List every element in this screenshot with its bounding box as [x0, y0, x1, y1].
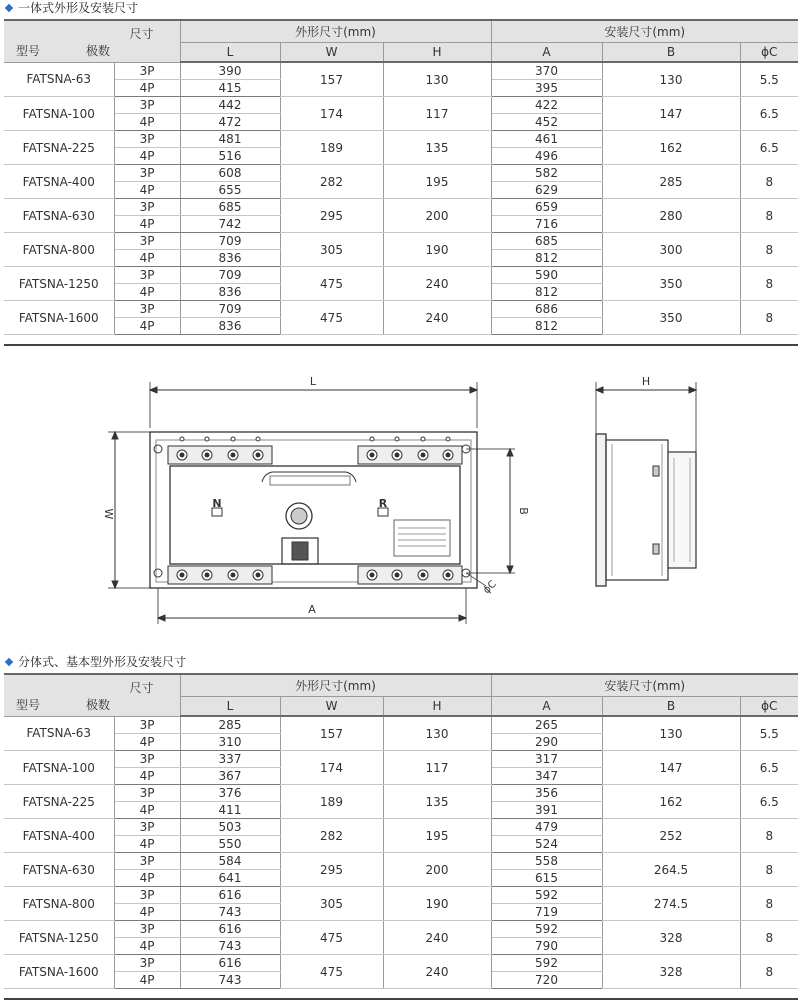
- dim-A-cell: 685: [491, 233, 602, 250]
- model-cell: FATSNA-100: [4, 97, 114, 131]
- pole-cell: 3P: [114, 62, 180, 80]
- dim-L-cell: 411: [180, 802, 280, 819]
- dim-A-cell: 391: [491, 802, 602, 819]
- pole-cell: 4P: [114, 182, 180, 199]
- dim-L-cell: 709: [180, 301, 280, 318]
- dim-A-cell: 716: [491, 216, 602, 233]
- diamond-bullet-icon: [5, 4, 13, 12]
- dim-L-cell: 836: [180, 250, 280, 267]
- dim-W-cell: 475: [280, 267, 383, 301]
- pole-cell: 4P: [114, 284, 180, 301]
- dim-B-cell: 130: [602, 716, 740, 751]
- pole-cell: 3P: [114, 887, 180, 904]
- dim-B-cell: 274.5: [602, 887, 740, 921]
- dim-A-cell: 812: [491, 250, 602, 267]
- dim-L-cell: 503: [180, 819, 280, 836]
- pole-cell: 4P: [114, 870, 180, 887]
- dim-A-cell: 592: [491, 955, 602, 972]
- dim-C-cell: 8: [740, 165, 798, 199]
- pole-cell: 3P: [114, 785, 180, 802]
- dim-A-cell: 496: [491, 148, 602, 165]
- model-cell: FATSNA-1250: [4, 267, 114, 301]
- dim-B-cell: 147: [602, 97, 740, 131]
- dim-H-cell: 240: [383, 955, 491, 989]
- dim-A-cell: 686: [491, 301, 602, 318]
- dim-A-cell: 812: [491, 284, 602, 301]
- dim-A-cell: 524: [491, 836, 602, 853]
- pole-cell: 4P: [114, 938, 180, 955]
- pole-cell: 4P: [114, 972, 180, 989]
- dim-W-cell: 174: [280, 751, 383, 785]
- dim-C-cell: 8: [740, 853, 798, 887]
- dim-L-cell: 709: [180, 267, 280, 284]
- dim-C-cell: 6.5: [740, 97, 798, 131]
- pole-cell: 4P: [114, 148, 180, 165]
- dim-A-cell: 370: [491, 62, 602, 80]
- dim-L-cell: 616: [180, 921, 280, 938]
- dim-L-cell: 641: [180, 870, 280, 887]
- pole-cell: 4P: [114, 80, 180, 97]
- model-cell: FATSNA-1250: [4, 921, 114, 955]
- dim-L-cell: 608: [180, 165, 280, 182]
- dim-L-cell: 376: [180, 785, 280, 802]
- dim-B-cell: 280: [602, 199, 740, 233]
- dim-B-cell: 350: [602, 267, 740, 301]
- header-diagonal-cell: [4, 21, 180, 62]
- dim-H-label: H: [641, 375, 651, 388]
- dim-C-cell: 8: [740, 301, 798, 335]
- dim-L-cell: 337: [180, 751, 280, 768]
- header-size-label: 尺寸: [129, 681, 154, 695]
- pole-cell: 4P: [114, 216, 180, 233]
- pole-cell: 3P: [114, 921, 180, 938]
- pole-cell: 3P: [114, 267, 180, 284]
- dim-A-cell: 720: [491, 972, 602, 989]
- section1-title: [4, 0, 138, 16]
- dim-B-label: B: [517, 507, 530, 515]
- dim-A-cell: 592: [491, 887, 602, 904]
- dim-A-cell: 452: [491, 114, 602, 131]
- model-cell: FATSNA-63: [4, 716, 114, 751]
- dim-A-cell: 479: [491, 819, 602, 836]
- dim-L-cell: 442: [180, 97, 280, 114]
- dim-W-cell: 189: [280, 131, 383, 165]
- pole-cell: 4P: [114, 836, 180, 853]
- dim-W-cell: 295: [280, 853, 383, 887]
- indicator-N-label: N: [212, 497, 222, 510]
- dim-A-cell: 582: [491, 165, 602, 182]
- pole-cell: 3P: [114, 131, 180, 148]
- dim-L-cell: 516: [180, 148, 280, 165]
- header-col-b: B: [602, 43, 740, 63]
- dim-B-cell: 162: [602, 131, 740, 165]
- header-col-c: ϕC: [740, 697, 798, 717]
- dim-W-cell: 174: [280, 97, 383, 131]
- dim-A-cell: 615: [491, 870, 602, 887]
- dim-L-cell: 367: [180, 768, 280, 785]
- dim-B-cell: 328: [602, 955, 740, 989]
- dim-C-cell: 8: [740, 955, 798, 989]
- dim-H-cell: 117: [383, 97, 491, 131]
- dim-W-cell: 475: [280, 301, 383, 335]
- header-col-l: L: [180, 697, 280, 717]
- dim-W-cell: 282: [280, 819, 383, 853]
- header-install-dimensions: 安装尺寸(mm): [491, 21, 798, 43]
- dim-A-cell: 592: [491, 921, 602, 938]
- dim-B-cell: 147: [602, 751, 740, 785]
- dim-L-cell: 415: [180, 80, 280, 97]
- section1-title-text: 一体式外形及安装尺寸: [18, 1, 139, 15]
- pole-cell: 4P: [114, 734, 180, 751]
- pole-cell: 4P: [114, 768, 180, 785]
- dim-A-cell: 790: [491, 938, 602, 955]
- dim-A-cell: 395: [491, 80, 602, 97]
- dim-L-cell: 836: [180, 284, 280, 301]
- header-model-label: 型号: [16, 43, 41, 58]
- dim-C-cell: 5.5: [740, 62, 798, 97]
- spec-table-integrated: [4, 21, 798, 335]
- dim-H-cell: 195: [383, 819, 491, 853]
- pole-cell: 3P: [114, 955, 180, 972]
- dim-L-cell: 616: [180, 955, 280, 972]
- dim-A-cell: 590: [491, 267, 602, 284]
- pole-cell: 4P: [114, 114, 180, 131]
- indicator-R-label: R: [378, 497, 388, 510]
- header-install-dimensions: 安装尺寸(mm): [491, 675, 798, 697]
- pole-cell: 3P: [114, 853, 180, 870]
- pole-cell: 4P: [114, 318, 180, 335]
- model-cell: FATSNA-800: [4, 887, 114, 921]
- header-col-h: H: [383, 697, 491, 717]
- dim-L-cell: 390: [180, 62, 280, 80]
- dim-L-cell: 550: [180, 836, 280, 853]
- pole-cell: 3P: [114, 233, 180, 250]
- dim-L-cell: 655: [180, 182, 280, 199]
- dim-L-label: L: [309, 375, 317, 388]
- dim-H-cell: 240: [383, 267, 491, 301]
- dim-H-cell: 190: [383, 887, 491, 921]
- dim-L-cell: 743: [180, 904, 280, 921]
- dimension-drawing: [0, 348, 800, 654]
- header-col-l: L: [180, 43, 280, 63]
- header-outline-dimensions: 外形尺寸(mm): [180, 675, 491, 697]
- pole-cell: 3P: [114, 819, 180, 836]
- dim-H-cell: 130: [383, 716, 491, 751]
- dim-L-cell: 481: [180, 131, 280, 148]
- pole-cell: 3P: [114, 716, 180, 734]
- header-col-a: A: [491, 43, 602, 63]
- table1-bottom-rule: [4, 344, 798, 346]
- dim-W-cell: 475: [280, 955, 383, 989]
- dim-W-cell: 295: [280, 199, 383, 233]
- header-col-c: ϕC: [740, 43, 798, 63]
- model-cell: FATSNA-400: [4, 819, 114, 853]
- dim-W-cell: 189: [280, 785, 383, 819]
- model-cell: FATSNA-1600: [4, 955, 114, 989]
- pole-cell: 3P: [114, 199, 180, 216]
- section2-title-text: 分体式、基本型外形及安装尺寸: [18, 655, 187, 669]
- dim-C-cell: 6.5: [740, 751, 798, 785]
- model-cell: FATSNA-1600: [4, 301, 114, 335]
- model-cell: FATSNA-63: [4, 62, 114, 97]
- dim-A-cell: 290: [491, 734, 602, 751]
- header-col-w: W: [280, 697, 383, 717]
- pole-cell: 3P: [114, 301, 180, 318]
- pole-cell: 3P: [114, 751, 180, 768]
- dim-C-cell: 6.5: [740, 785, 798, 819]
- dim-H-cell: 240: [383, 921, 491, 955]
- dim-H-cell: 135: [383, 785, 491, 819]
- dim-A-cell: 629: [491, 182, 602, 199]
- diamond-bullet-icon: [5, 658, 13, 666]
- dim-B-cell: 350: [602, 301, 740, 335]
- dim-C-label: ϕC: [481, 578, 499, 597]
- dim-A-cell: 461: [491, 131, 602, 148]
- header-poles-label: 极数: [86, 697, 111, 712]
- dim-A-cell: 659: [491, 199, 602, 216]
- dim-B-cell: 300: [602, 233, 740, 267]
- header-diagonal-cell: [4, 675, 180, 716]
- dim-W-cell: 305: [280, 887, 383, 921]
- header-outline-dimensions: 外形尺寸(mm): [180, 21, 491, 43]
- header-col-w: W: [280, 43, 383, 63]
- model-cell: FATSNA-225: [4, 785, 114, 819]
- dim-L-cell: 743: [180, 972, 280, 989]
- front-view: [108, 382, 515, 624]
- dim-L-cell: 709: [180, 233, 280, 250]
- dim-L-cell: 616: [180, 887, 280, 904]
- dim-B-cell: 252: [602, 819, 740, 853]
- dim-A-label: A: [308, 603, 316, 616]
- dim-B-cell: 285: [602, 165, 740, 199]
- pole-cell: 3P: [114, 165, 180, 182]
- dim-B-cell: 328: [602, 921, 740, 955]
- dim-C-cell: 8: [740, 887, 798, 921]
- model-cell: FATSNA-800: [4, 233, 114, 267]
- dim-H-cell: 135: [383, 131, 491, 165]
- pole-cell: 4P: [114, 904, 180, 921]
- side-view: [596, 382, 696, 586]
- model-cell: FATSNA-100: [4, 751, 114, 785]
- dim-A-cell: 347: [491, 768, 602, 785]
- dim-H-cell: 200: [383, 199, 491, 233]
- model-cell: FATSNA-400: [4, 165, 114, 199]
- dim-C-cell: 5.5: [740, 716, 798, 751]
- dim-C-cell: 8: [740, 199, 798, 233]
- header-col-h: H: [383, 43, 491, 63]
- dim-H-cell: 200: [383, 853, 491, 887]
- dim-H-cell: 195: [383, 165, 491, 199]
- dim-B-cell: 130: [602, 62, 740, 97]
- model-cell: FATSNA-630: [4, 853, 114, 887]
- pole-cell: 4P: [114, 250, 180, 267]
- dim-A-cell: 317: [491, 751, 602, 768]
- dim-W-label: W: [102, 508, 115, 520]
- dim-B-cell: 264.5: [602, 853, 740, 887]
- dim-L-cell: 742: [180, 216, 280, 233]
- dim-A-cell: 719: [491, 904, 602, 921]
- dim-A-cell: 558: [491, 853, 602, 870]
- dim-W-cell: 305: [280, 233, 383, 267]
- model-cell: FATSNA-225: [4, 131, 114, 165]
- header-col-a: A: [491, 697, 602, 717]
- dim-L-cell: 685: [180, 199, 280, 216]
- dim-L-cell: 310: [180, 734, 280, 751]
- header-model-label: 型号: [16, 697, 41, 712]
- header-poles-label: 极数: [86, 43, 111, 58]
- dim-L-cell: 285: [180, 716, 280, 734]
- dim-C-cell: 8: [740, 267, 798, 301]
- dim-H-cell: 117: [383, 751, 491, 785]
- pole-cell: 4P: [114, 802, 180, 819]
- dim-W-cell: 475: [280, 921, 383, 955]
- dim-W-cell: 157: [280, 716, 383, 751]
- section2-title: [4, 654, 186, 670]
- table2-bottom-rule: [4, 998, 798, 1000]
- dim-H-cell: 190: [383, 233, 491, 267]
- spec-table-split-basic: [4, 675, 798, 989]
- dim-A-cell: 265: [491, 716, 602, 734]
- dim-H-cell: 240: [383, 301, 491, 335]
- header-col-b: B: [602, 697, 740, 717]
- dim-W-cell: 282: [280, 165, 383, 199]
- dim-L-cell: 836: [180, 318, 280, 335]
- model-cell: FATSNA-630: [4, 199, 114, 233]
- dim-A-cell: 812: [491, 318, 602, 335]
- dim-A-cell: 356: [491, 785, 602, 802]
- dim-C-cell: 8: [740, 233, 798, 267]
- dim-L-cell: 584: [180, 853, 280, 870]
- pole-cell: 3P: [114, 97, 180, 114]
- dim-C-cell: 8: [740, 819, 798, 853]
- dim-A-cell: 422: [491, 97, 602, 114]
- dim-C-cell: 8: [740, 921, 798, 955]
- dim-W-cell: 157: [280, 62, 383, 97]
- dim-L-cell: 472: [180, 114, 280, 131]
- header-size-label: 尺寸: [129, 27, 154, 41]
- dim-L-cell: 743: [180, 938, 280, 955]
- dim-C-cell: 6.5: [740, 131, 798, 165]
- dim-B-cell: 162: [602, 785, 740, 819]
- dim-H-cell: 130: [383, 62, 491, 97]
